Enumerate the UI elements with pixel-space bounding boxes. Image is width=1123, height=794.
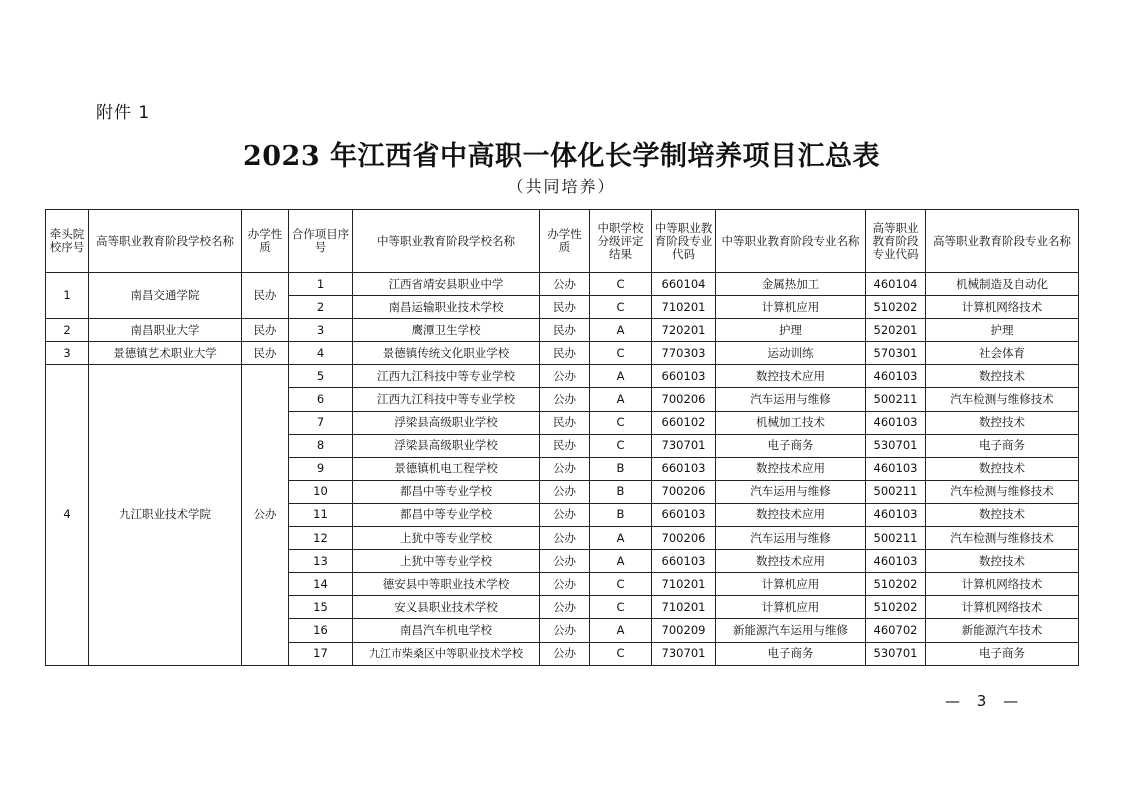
header-secondary-nature: 办学性质 [540,210,590,273]
secondary-major-cell: 数控技术应用 [716,457,866,480]
header-secondary-school: 中等职业教育阶段学校名称 [353,210,540,273]
secondary-code-cell: 710201 [652,573,716,596]
grade-cell: C [590,434,652,457]
higher-code-cell: 510202 [866,573,926,596]
secondary-nature-cell: 公办 [540,388,590,411]
project-no-cell: 17 [289,642,353,665]
higher-major-cell: 社会体育 [926,342,1079,365]
secondary-major-cell: 护理 [716,319,866,342]
secondary-major-cell: 数控技术应用 [716,503,866,526]
table-body [46,273,1079,666]
secondary-nature-cell: 公办 [540,573,590,596]
project-no-cell: 16 [289,619,353,642]
higher-major-cell: 数控技术 [926,365,1079,388]
grade-cell: A [590,550,652,573]
project-no-cell: 1 [289,273,353,296]
higher-major-cell: 数控技术 [926,550,1079,573]
secondary-code-cell: 770303 [652,342,716,365]
grade-cell: C [590,642,652,665]
table-row [46,273,1079,296]
grade-cell: A [590,388,652,411]
project-no-cell: 2 [289,296,353,319]
secondary-major-cell: 机械加工技术 [716,411,866,434]
higher-code-cell: 530701 [866,642,926,665]
secondary-school-cell: 德安县中等职业技术学校 [353,573,540,596]
header-secondary-major: 中等职业教育阶段专业名称 [716,210,866,273]
secondary-school-cell: 九江市柴桑区中等职业技术学校 [353,642,540,665]
secondary-code-cell: 660103 [652,503,716,526]
higher-major-cell: 电子商务 [926,642,1079,665]
project-no-cell: 5 [289,365,353,388]
secondary-nature-cell: 民办 [540,342,590,365]
higher-major-cell: 汽车检测与维修技术 [926,480,1079,503]
project-no-cell: 11 [289,503,353,526]
higher-code-cell: 570301 [866,342,926,365]
project-no-cell: 15 [289,596,353,619]
lead-no-cell: 4 [46,365,89,665]
higher-major-cell: 汽车检测与维修技术 [926,527,1079,550]
grade-cell: C [590,342,652,365]
higher-code-cell: 500211 [866,388,926,411]
secondary-school-cell: 上犹中等专业学校 [353,527,540,550]
secondary-nature-cell: 民办 [540,411,590,434]
higher-major-cell: 计算机网络技术 [926,573,1079,596]
higher-code-cell: 530701 [866,434,926,457]
secondary-major-cell: 运动训练 [716,342,866,365]
secondary-major-cell: 汽车运用与维修 [716,527,866,550]
higher-code-cell: 460103 [866,365,926,388]
secondary-major-cell: 数控技术应用 [716,550,866,573]
secondary-school-cell: 景德镇传统文化职业学校 [353,342,540,365]
higher-major-cell: 数控技术 [926,411,1079,434]
secondary-code-cell: 700206 [652,388,716,411]
lead-no-cell: 2 [46,319,89,342]
higher-nature-cell: 民办 [242,319,289,342]
project-no-cell: 4 [289,342,353,365]
secondary-school-cell: 江西九江科技中等专业学校 [353,365,540,388]
higher-school-cell: 景德镇艺术职业大学 [89,342,242,365]
project-no-cell: 8 [289,434,353,457]
higher-major-cell: 汽车检测与维修技术 [926,388,1079,411]
secondary-nature-cell: 民办 [540,434,590,457]
secondary-nature-cell: 公办 [540,619,590,642]
secondary-major-cell: 数控技术应用 [716,365,866,388]
header-grade: 中职学校分级评定结果 [590,210,652,273]
secondary-school-cell: 南昌汽车机电学校 [353,619,540,642]
secondary-code-cell: 730701 [652,434,716,457]
grade-cell: C [590,296,652,319]
grade-cell: B [590,480,652,503]
header-lead-no: 牵头院校序号 [46,210,89,273]
higher-major-cell: 机械制造及自动化 [926,273,1079,296]
higher-major-cell: 数控技术 [926,503,1079,526]
higher-code-cell: 500211 [866,480,926,503]
project-no-cell: 12 [289,527,353,550]
higher-code-cell: 500211 [866,527,926,550]
grade-cell: B [590,503,652,526]
project-no-cell: 14 [289,573,353,596]
secondary-major-cell: 电子商务 [716,642,866,665]
project-no-cell: 10 [289,480,353,503]
higher-nature-cell: 民办 [242,273,289,319]
secondary-major-cell: 汽车运用与维修 [716,480,866,503]
lead-no-cell: 1 [46,273,89,319]
higher-school-cell: 南昌职业大学 [89,319,242,342]
page-subtitle: （共同培养） [507,177,616,196]
header-project-no: 合作项目序号 [289,210,353,273]
secondary-school-cell: 浮梁县高级职业学校 [353,411,540,434]
secondary-major-cell: 计算机应用 [716,296,866,319]
header-higher-major: 高等职业教育阶段专业名称 [926,210,1079,273]
secondary-nature-cell: 公办 [540,550,590,573]
higher-code-cell: 460103 [866,550,926,573]
secondary-nature-cell: 公办 [540,273,590,296]
secondary-school-cell: 都昌中等专业学校 [353,503,540,526]
secondary-school-cell: 上犹中等专业学校 [353,550,540,573]
secondary-nature-cell: 民办 [540,319,590,342]
secondary-code-cell: 700209 [652,619,716,642]
higher-major-cell: 数控技术 [926,457,1079,480]
grade-cell: C [590,273,652,296]
higher-nature-cell: 公办 [242,365,289,665]
secondary-code-cell: 660103 [652,365,716,388]
table-row [46,365,1079,388]
header-secondary-code: 中等职业教育阶段专业代码 [652,210,716,273]
lead-no-cell: 3 [46,342,89,365]
grade-cell: A [590,365,652,388]
secondary-code-cell: 660103 [652,550,716,573]
secondary-major-cell: 新能源汽车运用与维修 [716,619,866,642]
secondary-major-cell: 电子商务 [716,434,866,457]
table-row [46,342,1079,365]
secondary-nature-cell: 公办 [540,527,590,550]
secondary-nature-cell: 公办 [540,642,590,665]
secondary-nature-cell: 公办 [540,365,590,388]
secondary-code-cell: 720201 [652,319,716,342]
secondary-code-cell: 660104 [652,273,716,296]
higher-major-cell: 计算机网络技术 [926,296,1079,319]
secondary-major-cell: 金属热加工 [716,273,866,296]
secondary-nature-cell: 公办 [540,503,590,526]
grade-cell: C [590,573,652,596]
grade-cell: A [590,527,652,550]
higher-code-cell: 510202 [866,296,926,319]
higher-code-cell: 510202 [866,596,926,619]
page-title: 2023 年江西省中高职一体化长学制培养项目汇总表 [242,141,881,172]
secondary-school-cell: 景德镇机电工程学校 [353,457,540,480]
higher-code-cell: 460104 [866,273,926,296]
grade-cell: A [590,319,652,342]
project-no-cell: 3 [289,319,353,342]
secondary-major-cell: 汽车运用与维修 [716,388,866,411]
summary-table [45,209,1079,666]
grade-cell: C [590,411,652,434]
higher-code-cell: 460702 [866,619,926,642]
secondary-code-cell: 660103 [652,457,716,480]
secondary-code-cell: 700206 [652,527,716,550]
secondary-code-cell: 660102 [652,411,716,434]
secondary-major-cell: 计算机应用 [716,573,866,596]
higher-school-cell: 九江职业技术学院 [89,365,242,665]
project-no-cell: 6 [289,388,353,411]
secondary-nature-cell: 民办 [540,296,590,319]
higher-major-cell: 电子商务 [926,434,1079,457]
secondary-code-cell: 700206 [652,480,716,503]
grade-cell: C [590,596,652,619]
secondary-school-cell: 安义县职业技术学校 [353,596,540,619]
project-no-cell: 7 [289,411,353,434]
higher-nature-cell: 民办 [242,342,289,365]
secondary-school-cell: 南昌运输职业技术学校 [353,296,540,319]
project-no-cell: 9 [289,457,353,480]
secondary-school-cell: 江西省靖安县职业中学 [353,273,540,296]
header-higher-school: 高等职业教育阶段学校名称 [89,210,242,273]
secondary-nature-cell: 公办 [540,480,590,503]
higher-major-cell: 计算机网络技术 [926,596,1079,619]
table-row [46,319,1079,342]
attachment-label: 附件 1 [96,103,151,123]
page-number: — 3 — [945,692,1025,710]
grade-cell: A [590,619,652,642]
header-higher-code: 高等职业教育阶段专业代码 [866,210,926,273]
secondary-school-cell: 浮梁县高级职业学校 [353,434,540,457]
table-header-row [46,210,1079,273]
secondary-nature-cell: 公办 [540,596,590,619]
secondary-school-cell: 江西九江科技中等专业学校 [353,388,540,411]
secondary-major-cell: 计算机应用 [716,596,866,619]
higher-major-cell: 护理 [926,319,1079,342]
higher-code-cell: 460103 [866,411,926,434]
secondary-code-cell: 710201 [652,596,716,619]
higher-code-cell: 460103 [866,457,926,480]
grade-cell: B [590,457,652,480]
project-no-cell: 13 [289,550,353,573]
secondary-code-cell: 710201 [652,296,716,319]
secondary-school-cell: 都昌中等专业学校 [353,480,540,503]
higher-code-cell: 520201 [866,319,926,342]
higher-major-cell: 新能源汽车技术 [926,619,1079,642]
higher-school-cell: 南昌交通学院 [89,273,242,319]
header-higher-nature: 办学性质 [242,210,289,273]
higher-code-cell: 460103 [866,503,926,526]
secondary-code-cell: 730701 [652,642,716,665]
secondary-school-cell: 鹰潭卫生学校 [353,319,540,342]
secondary-nature-cell: 公办 [540,457,590,480]
